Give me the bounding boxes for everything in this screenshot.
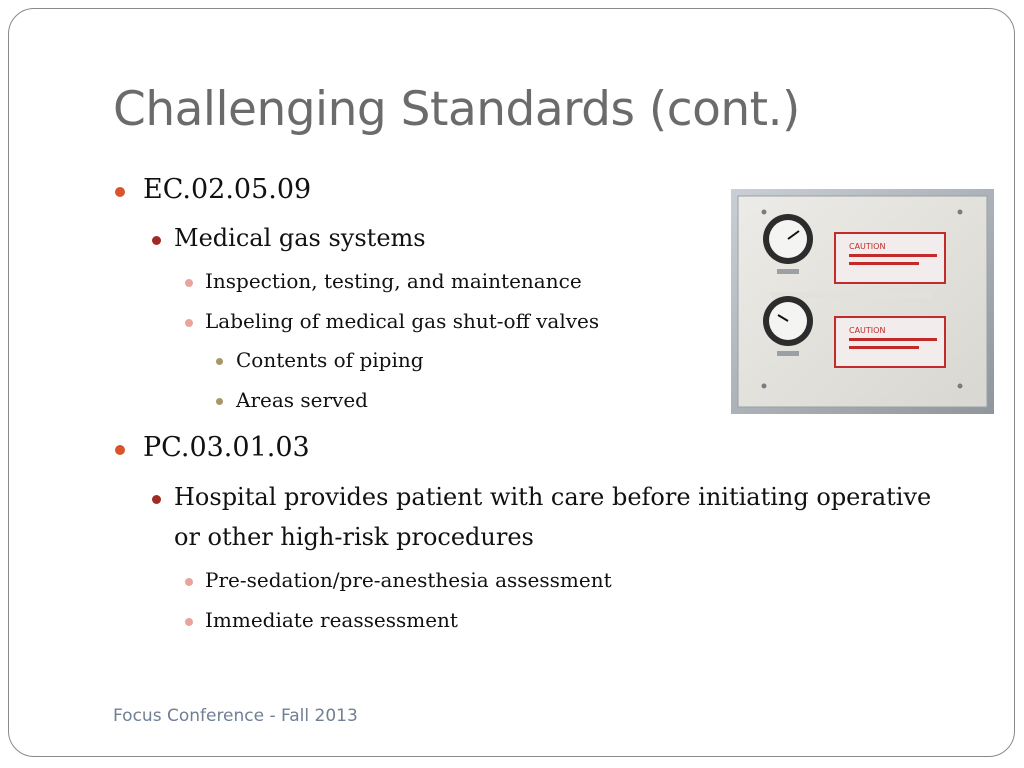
caution-label	[835, 317, 945, 367]
screw-icon	[762, 210, 767, 215]
bullet-item	[174, 483, 931, 511]
gauge-tag	[777, 269, 799, 274]
caution-label-text: CAUTION	[849, 326, 886, 335]
bullet-dot-icon	[185, 279, 193, 287]
bullet-item	[174, 224, 426, 252]
screw-icon	[958, 210, 963, 215]
bullet-dot-icon	[185, 319, 193, 327]
bullet-item	[236, 388, 368, 412]
screw-icon	[762, 384, 767, 389]
bullet-text: EC.02.05.09	[143, 174, 312, 205]
bullet-item	[143, 174, 311, 205]
bullet-dot-icon	[115, 445, 125, 455]
bullet-text: Pre-sedation/pre-anesthesia assessment	[205, 568, 612, 592]
bullet-item	[143, 432, 310, 463]
bullet-text: Medical gas systems	[174, 224, 426, 252]
bullet-item	[236, 348, 424, 372]
slide-title: Challenging Standards (cont.)	[113, 82, 800, 137]
gauge-tag	[777, 351, 799, 356]
gas-panel-photo	[731, 189, 994, 414]
bullet-dot-icon	[216, 358, 223, 365]
bullet-dot-icon	[216, 398, 223, 405]
bullet-item	[205, 269, 582, 293]
bullet-dot-icon	[185, 618, 193, 626]
bullet-item	[205, 608, 458, 632]
bullet-item-continuation	[174, 523, 534, 551]
bullet-dot-icon	[185, 578, 193, 586]
caution-label	[835, 233, 945, 283]
screw-icon	[958, 384, 963, 389]
bullet-text: Hospital provides patient with care before initiating operative	[174, 483, 932, 511]
bullet-text: Contents of piping	[236, 348, 424, 372]
bullet-item	[205, 309, 599, 333]
bullet-text: PC.03.01.03	[143, 432, 310, 463]
bullet-item	[205, 568, 612, 592]
bullet-text: or other high-risk procedures	[174, 523, 534, 551]
bullet-dot-icon	[152, 236, 161, 245]
bullet-text: Inspection, testing, and maintenance	[205, 269, 582, 293]
bullet-dot-icon	[152, 495, 161, 504]
bullet-text: Areas served	[236, 388, 368, 412]
caution-label-text: CAUTION	[849, 242, 886, 251]
bullet-text: Labeling of medical gas shut-off valves	[205, 309, 600, 333]
bullet-dot-icon	[115, 187, 125, 197]
slide-footer: Focus Conference - Fall 2013	[113, 706, 358, 726]
bullet-text: Immediate reassessment	[205, 608, 458, 632]
